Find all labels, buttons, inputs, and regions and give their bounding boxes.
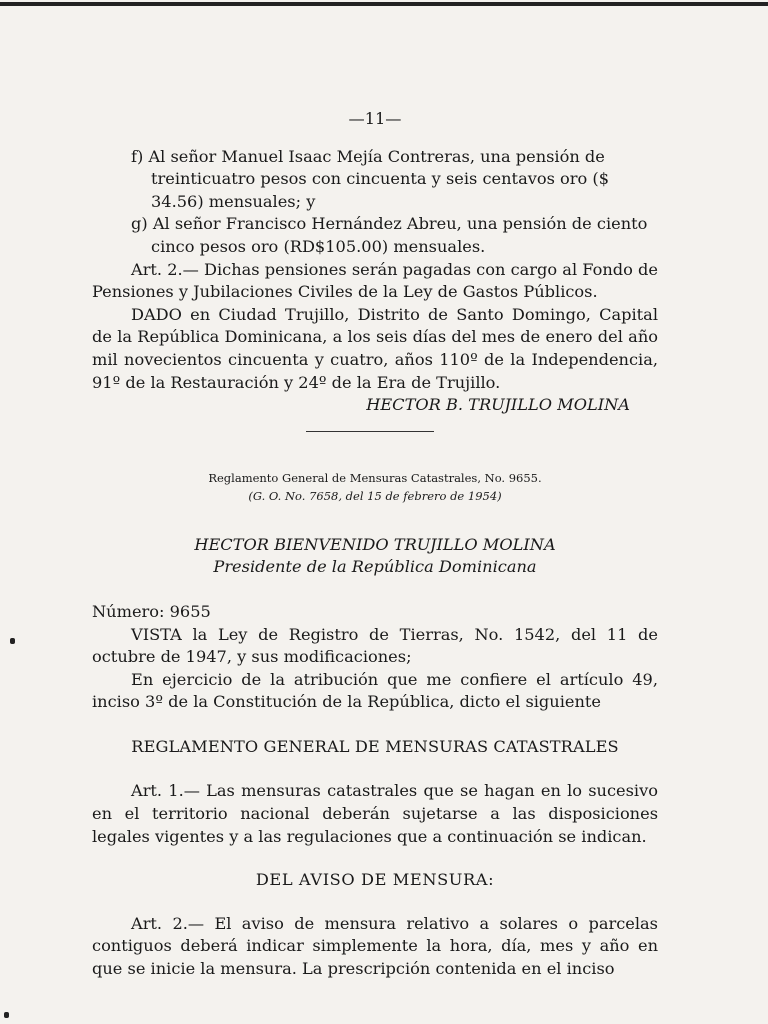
regulation-title: REGLAMENTO GENERAL DE MENSURAS CATASTRALES xyxy=(131,736,619,756)
document-page xyxy=(92,108,658,981)
list-item-g: g) Al señor Francisco Hernández Abreu, una pensión de ciento cinco pesos oro (RD$105.00) mensuales. xyxy=(131,214,648,256)
article-1: Art. 1.— Las mensuras catastrales que se hagan en lo sucesivo en el territorio nacional deberán sujetarse a las disposiciones legales vigentes y a las regulaciones que a continuación se indican. xyxy=(92,781,658,846)
decree-number: Número: 9655 xyxy=(92,601,211,621)
scan-speck xyxy=(4,1012,9,1018)
reglamento-reference: Reglamento General de Mensuras Catastrales, No. 9655. xyxy=(208,470,542,485)
article-2-aviso: Art. 2.— El aviso de mensura relativo a solares o parcelas contiguos deberá indicar simplemente la hora, día, mes y año en que se inicie la mensura. La prescripción contenida en el inciso xyxy=(92,913,658,979)
dado-paragraph: DADO en Ciudad Trujillo, Distrito de Santo Domingo, Capital de la República Dominicana, a los seis días del mes de enero del año mil novecientos cincuenta y cuatro, años 110º de la Independencia, 91º de la Restauración y 24º de la Era de Trujillo. xyxy=(92,304,658,392)
page-number: —11— xyxy=(348,109,402,128)
signature: HECTOR B. TRUJILLO MOLINA xyxy=(366,395,630,415)
top-border-rule xyxy=(0,2,768,6)
section-title: DEL AVISO DE MENSURA: xyxy=(255,870,495,890)
president-title: Presidente de la República Dominicana xyxy=(213,557,537,577)
president-name: HECTOR BIENVENIDO TRUJILLO MOLINA xyxy=(194,534,556,554)
vista-paragraph: VISTA la Ley de Registro de Tierras, No. 1542, del 11 de octubre de 1947, y sus modificaciones; xyxy=(92,624,658,667)
article-2-pensions: Art. 2.— Dichas pensiones serán pagadas con cargo al Fondo de Pensiones y Jubilaciones Civiles de la Ley de Gastos Públicos. xyxy=(92,259,658,302)
list-item-f: f) Al señor Manuel Isaac Mejía Contreras, una pensión de treinticuatro pesos con cincuenta y seis centavos oro ($ 34.56) mensuales; y xyxy=(131,146,610,211)
gazette-reference: (G. O. No. 7658, del 15 de febrero de 1954) xyxy=(248,488,502,503)
signature-divider xyxy=(306,431,434,432)
scan-speck xyxy=(10,638,15,644)
ejercicio-paragraph: En ejercicio de la atribución que me confiere el artículo 49, inciso 3º de la Constitución de la República, dicto el siguiente xyxy=(92,669,658,712)
